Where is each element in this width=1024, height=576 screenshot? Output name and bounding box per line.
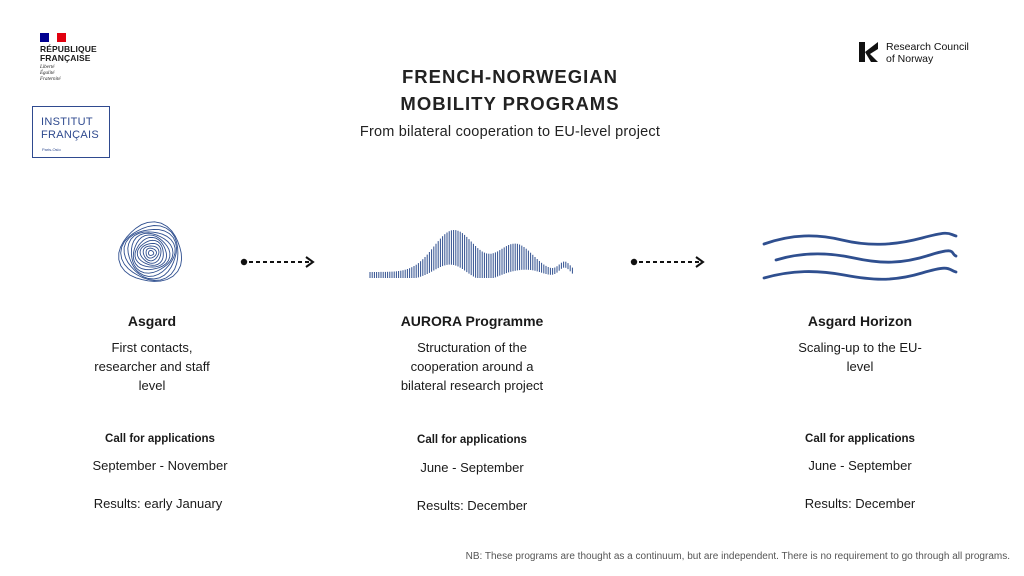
republique-francaise-logo xyxy=(40,33,130,83)
call-period: September - November xyxy=(92,458,228,473)
rf-motto-line: Liberté xyxy=(40,65,55,70)
description-line: cooperation around a xyxy=(410,359,534,374)
program-name: Asgard xyxy=(127,313,177,329)
results: Results: early January xyxy=(93,496,223,511)
description-line: Structuration of the xyxy=(417,340,527,355)
rf-motto-line: Égalité xyxy=(40,71,55,76)
description-line: level xyxy=(138,378,166,393)
description-line: bilateral research project xyxy=(400,378,544,393)
if-name-line: INSTITUT xyxy=(41,116,93,128)
rf-name xyxy=(40,45,130,63)
results: Results: December xyxy=(416,498,528,513)
spiral-ring xyxy=(149,250,154,255)
rcn-mark-icon xyxy=(858,41,880,63)
footnote: NB: These programs are thought as a continuum, but are independent. There is no requirement to go through all programs. xyxy=(465,551,1010,562)
call-label: Call for applications xyxy=(105,433,215,445)
rf-motto xyxy=(40,65,130,83)
call-period: June - September xyxy=(420,460,524,475)
call-label: Call for applications xyxy=(417,434,527,446)
program-description xyxy=(32,338,272,395)
spiral-ring xyxy=(146,248,156,258)
call-label: Call for applications xyxy=(805,433,915,445)
rf-motto-line: Fraternité xyxy=(40,77,61,82)
program-aurora xyxy=(352,313,592,329)
rf-name-line: FRANÇAISE xyxy=(40,53,91,63)
french-flag-icon xyxy=(40,33,66,42)
waves-icon xyxy=(762,230,958,284)
program-asgard xyxy=(32,313,272,329)
page-title-line1: FRENCH-NORWEGIAN xyxy=(401,66,619,87)
arrow-icon xyxy=(238,254,320,270)
description-line: First contacts, xyxy=(111,340,193,355)
description-line: Scaling-up to the EU- xyxy=(798,340,922,355)
arrow-icon xyxy=(628,254,710,270)
program-asgard-horizon xyxy=(740,313,980,329)
results: Results: December xyxy=(804,496,916,511)
call-period: June - September xyxy=(808,458,912,473)
program-description xyxy=(740,338,980,376)
page-subtitle: From bilateral cooperation to EU-level project xyxy=(359,124,661,140)
if-sub: Paris-Oslo xyxy=(42,147,61,152)
page-title-line2: MOBILITY PROGRAMS xyxy=(400,93,620,114)
program-name: Asgard Horizon xyxy=(807,313,913,329)
rf-name-line: RÉPUBLIQUE xyxy=(40,44,97,54)
research-council-norway-logo xyxy=(858,41,969,65)
rcn-name-line: of Norway xyxy=(886,53,934,65)
institut-francais-logo xyxy=(32,106,110,158)
if-name-line: FRANÇAIS xyxy=(41,129,100,141)
rcn-name xyxy=(886,41,969,65)
waveform-icon xyxy=(368,216,578,280)
spiral-icon xyxy=(118,220,184,286)
description-line: level xyxy=(846,359,874,374)
rcn-name-line: Research Council xyxy=(886,41,969,53)
description-line: researcher and staff xyxy=(94,359,210,374)
program-description xyxy=(352,338,592,395)
program-name: AURORA Programme xyxy=(400,313,544,329)
